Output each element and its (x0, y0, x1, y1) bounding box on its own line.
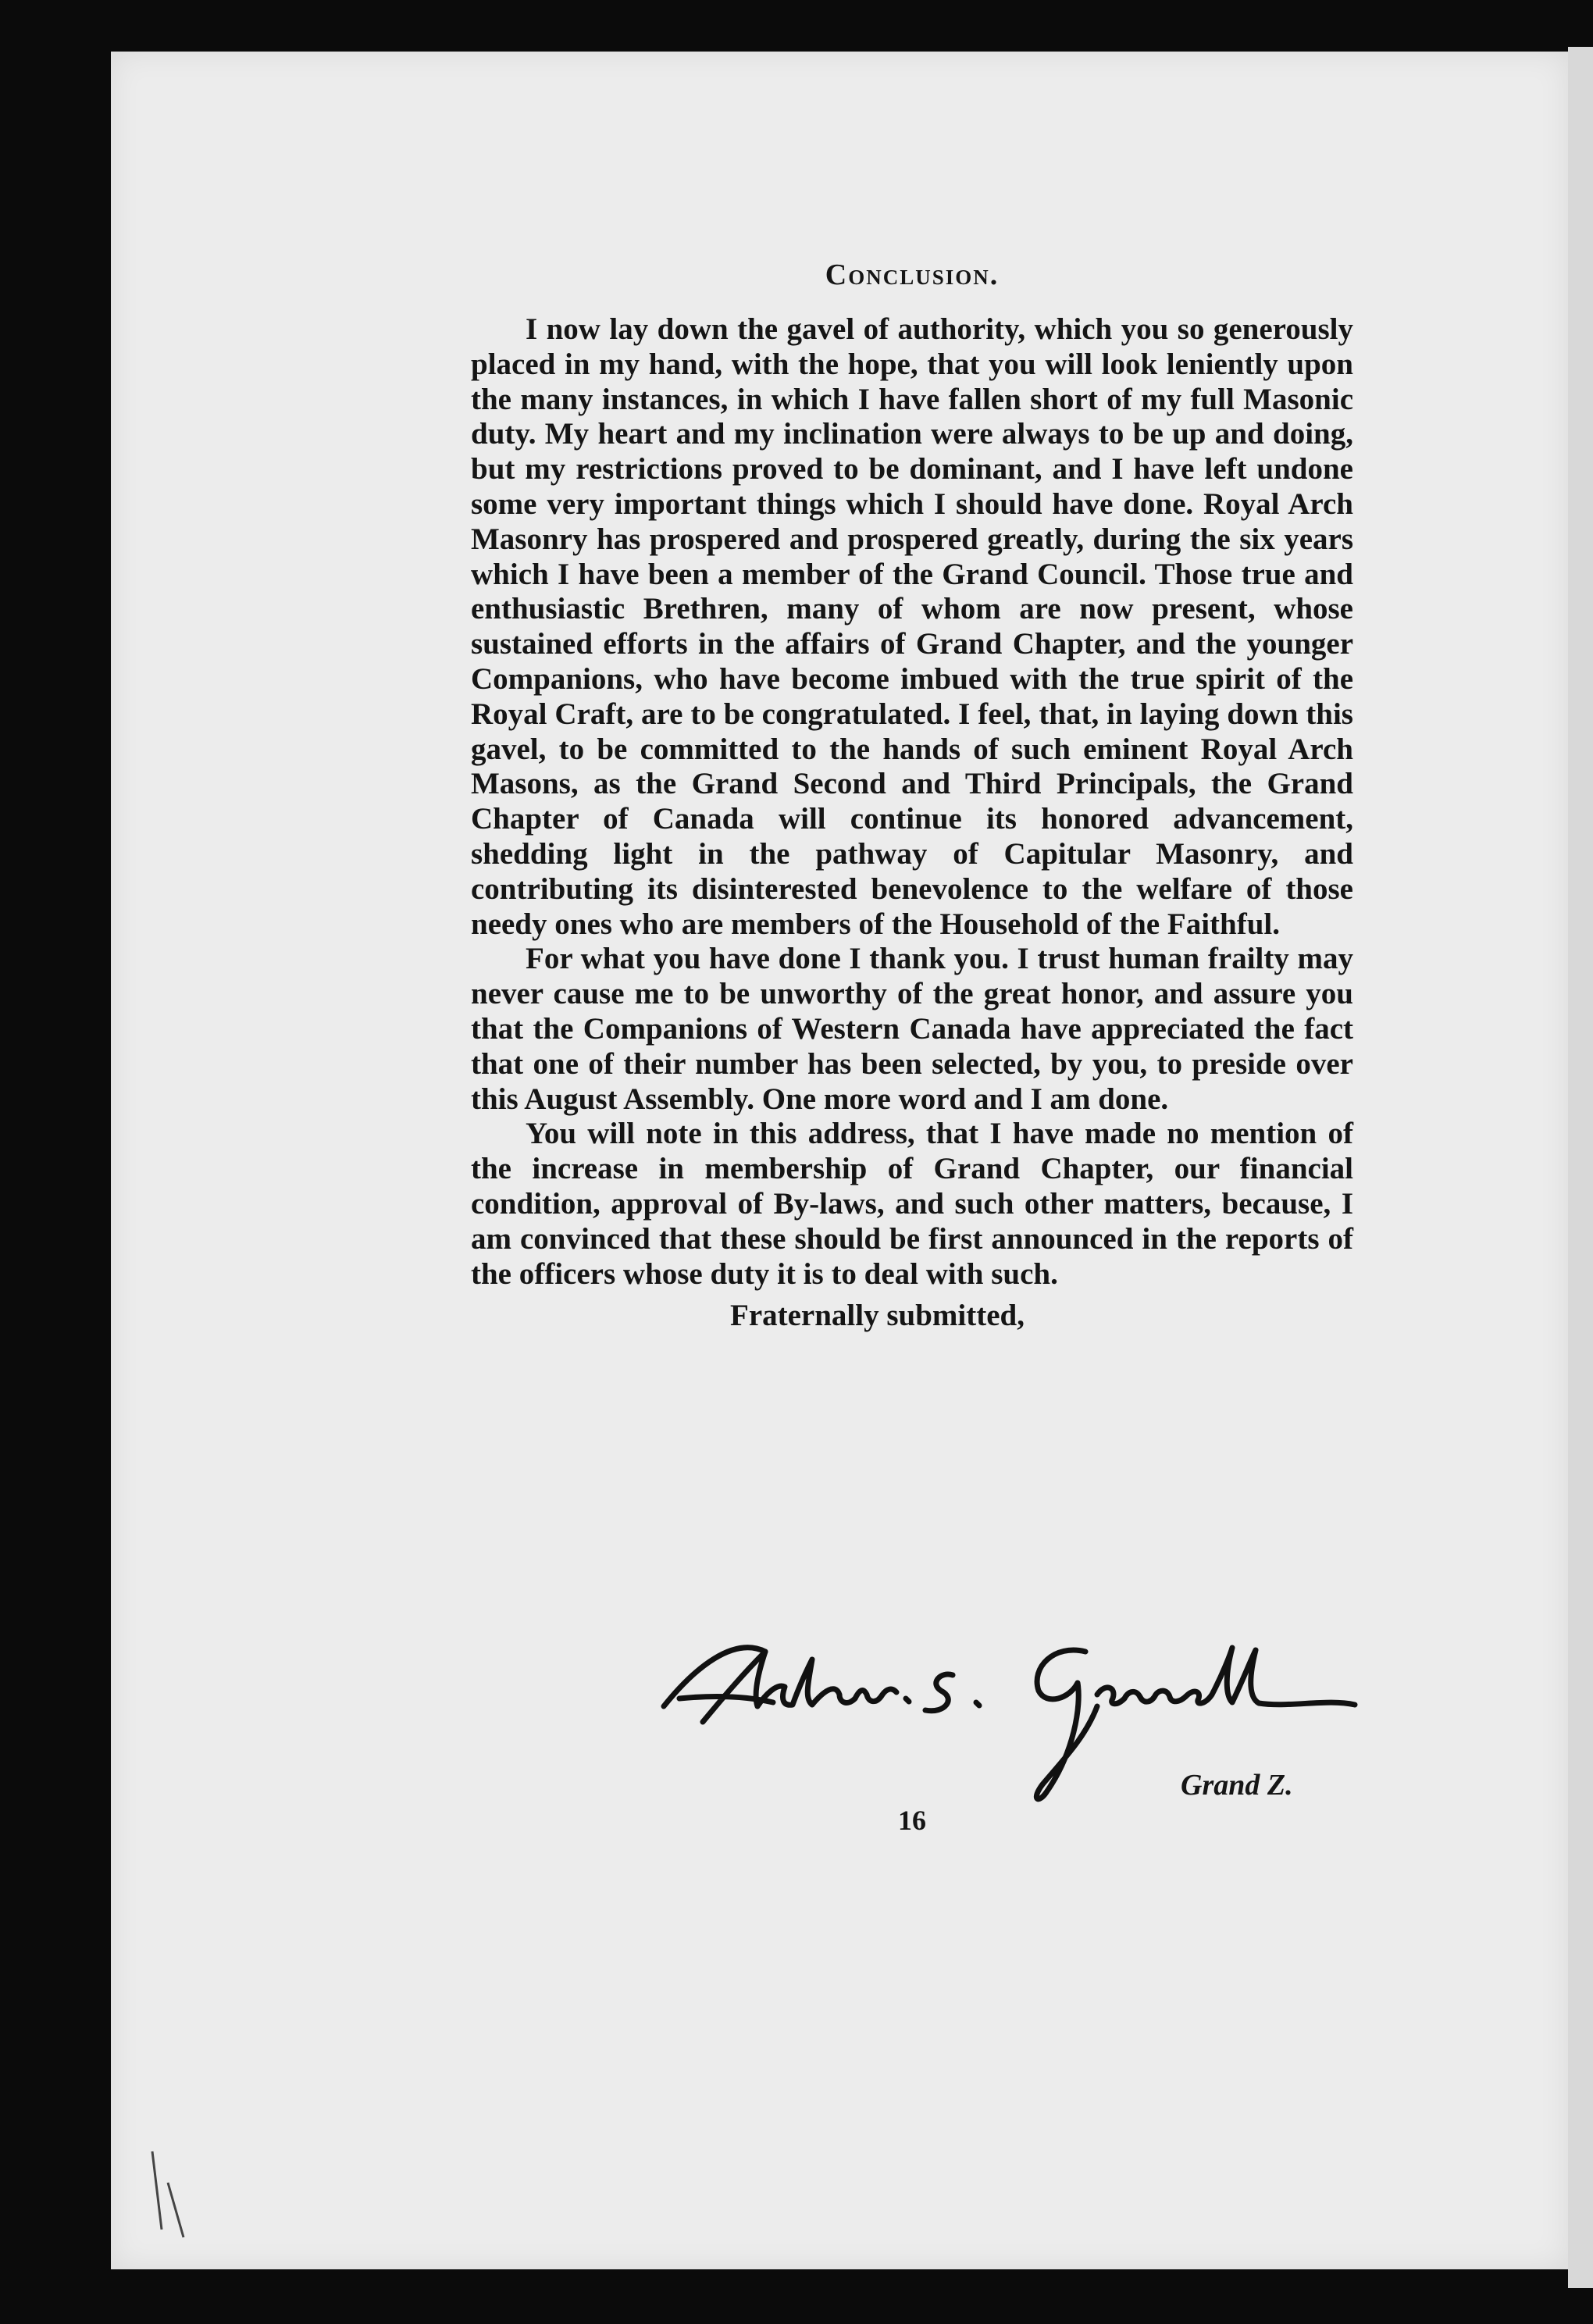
page-edge-strip (1568, 47, 1593, 2288)
scan-artifact-mark (144, 2136, 191, 2245)
page-number: 16 (898, 1805, 926, 1836)
paragraph-2: For what you have done I thank you. I trust human frailty may never cause me to be unworthy of the great honor, and assure you that the Companions of Western Canada have appreciated the fact that one of their number has been selected, by you, to preside over this August Assembly. One more word and I am done. (471, 942, 1353, 1116)
section-heading: Conclusion. (825, 258, 1000, 291)
document-body (471, 258, 1353, 1334)
paragraph-1: I now lay down the gavel of authority, which you so generously placed in my hand, with the hope, that you will look leniently upon the many instances, in which I have fallen short of my full Masonic duty. My heart and my inclination were always to be up and doing, but my restrictions proved to be dominant, and I have left undone some very important things which I should have done. Royal Arch Masonry has prospered and prospered greatly, during the six years which I have been a member of the Grand Council. Those true and enthusiastic Brethren, many of whom are now present, whose sustained efforts in the affairs of Grand Chapter, and the younger Companions, who have become imbued with the true spirit of the Royal Craft, are to be congratulated. I feel, that, in laying down this gavel, to be committed to the hands of such eminent Royal Arch Masons, as the Grand Second and Third Principals, the Grand Chapter of Canada will continue its honored advancement, shedding light in the pathway of Capitular Masonry, and contributing its disinterested benevolence to the welfare of those needy ones who are members of the Household of the Faithful. (471, 312, 1353, 941)
signatory-title: Grand Z. (1181, 1769, 1293, 1802)
paragraph-3: You will note in this address, that I have made no mention of the increase in membership of Grand Chapter, our financial condition, approval of By-laws, and such other matters, because, I am convinced that these should be first announced in the reports of the officers whose duty it is to deal with such. (471, 1117, 1353, 1291)
closing-line: Fraternally submitted, (730, 1299, 1025, 1333)
